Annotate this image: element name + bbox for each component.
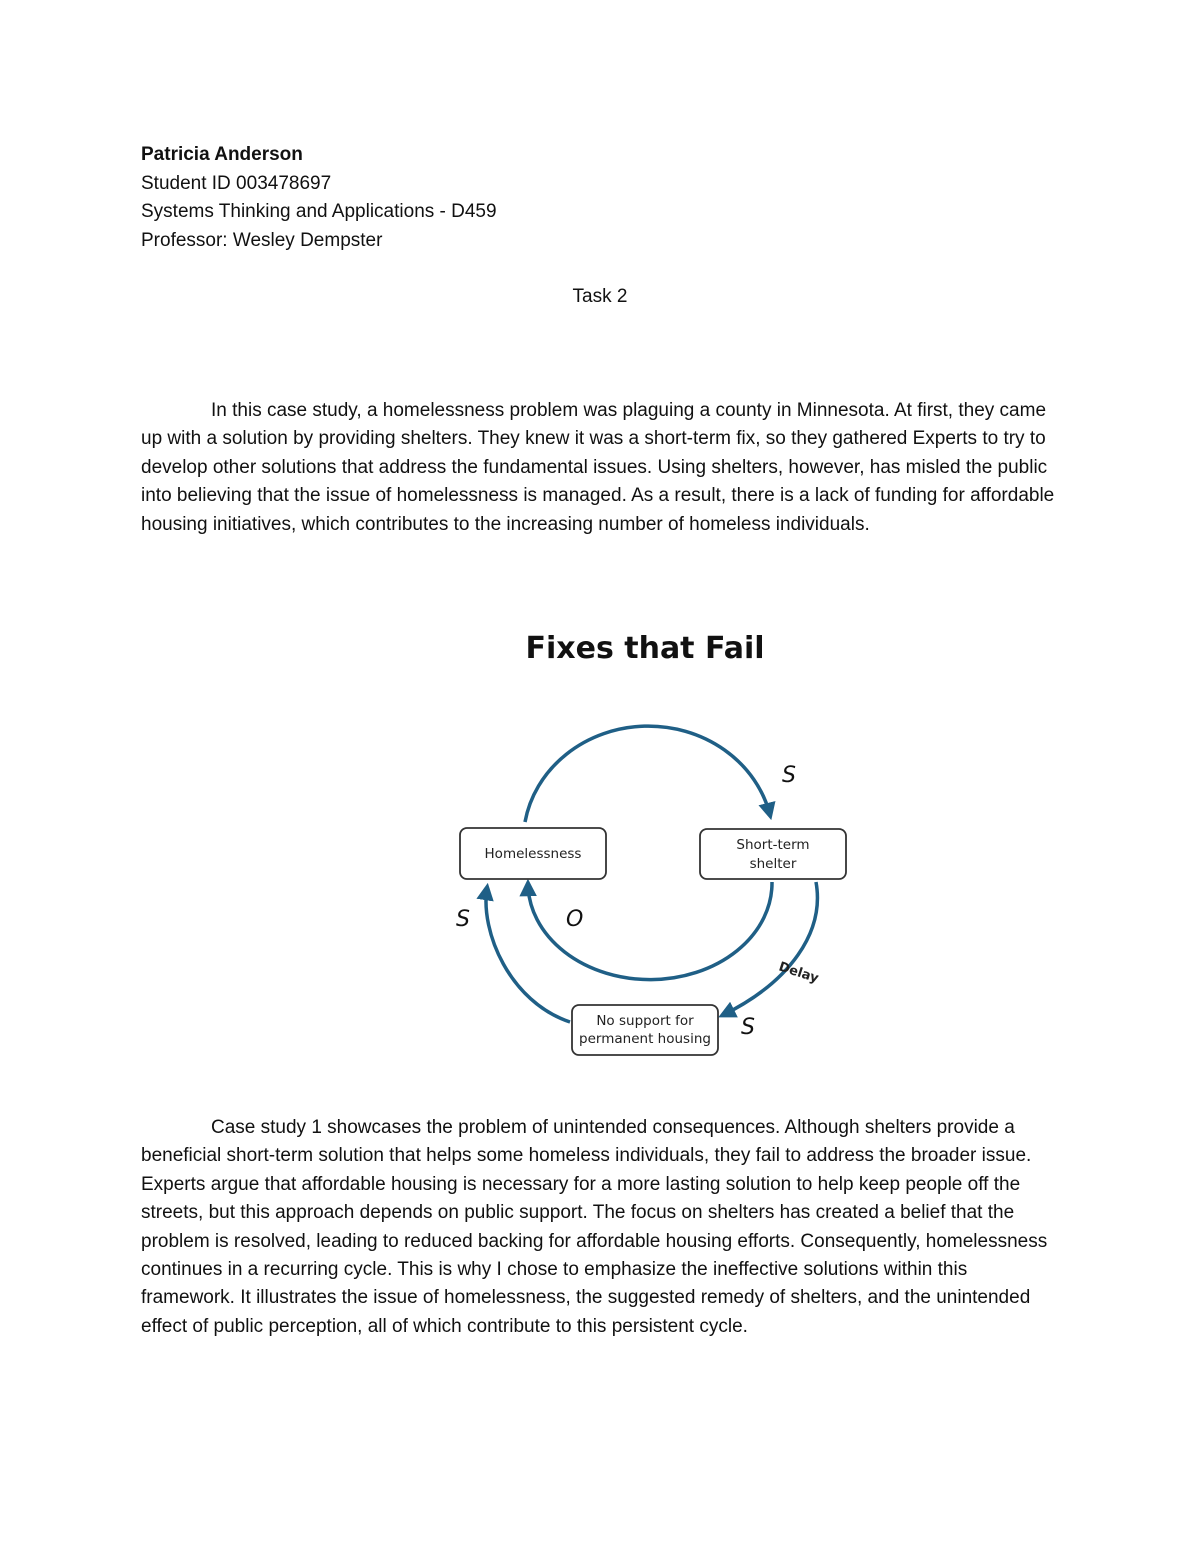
course-name: Systems Thinking and Applications - D459 [141,201,497,222]
node-nosupport-label-line2: permanent housing [579,1031,711,1047]
link-nosupport-to-homelessness [486,888,570,1022]
student-id: Student ID 003478697 [141,172,332,194]
link-polarity-bottom: S [741,1015,755,1040]
node-shelter-label-line2: shelter [749,856,797,872]
analysis-paragraph: Case study 1 showcases the problem of unintended consequences. Although shelters provide a beneficial short-term solution that helps some homeless individuals, they fail to address the broader issue. Experts argue that affordable housing is necessary for a more lasting solution to help keep people off the streets, but this approach depends on public support. The focus on shelters has created a belief that the problem is resolved, leading to reduced backing for affordable housing efforts. Consequently, homelessness continues in a recurring cycle. This is why I chose to emphasize the ineffective solutions within this framework. It illustrates the issue of homelessness, the suggested remedy of shelters, and the unintended effect of public perception, all of which contribute to this persistent cycle. [141,1117,1048,1337]
author-name: Patricia Anderson [141,144,303,165]
document-header [141,141,1061,255]
node-no-support-permanent-housing [572,1005,718,1055]
node-short-term-shelter [700,829,846,879]
intro-paragraph: In this case study, a homelessness problem was plaguing a county in Minnesota. At first, they came up with a solution by providing shelters. They knew it was a short-term fix, so they gathered Experts to try to develop other solutions that address the fundamental issues. Using shelters, however, has misled the public into believing that the issue of homelessness is managed. As a result, there is a lack of funding for affordable housing initiatives, which contributes to the increasing number of homeless individuals. [141,400,1055,535]
task-title: Task 2 [572,286,628,307]
link-polarity-top: S [782,763,796,788]
fixes-that-fail-diagram [420,612,880,1072]
node-nosupport-label-line1: No support for [596,1013,694,1029]
link-polarity-left: S [456,907,470,932]
node-shelter-label-line1: Short-term [736,837,810,853]
node-homelessness-label: Homelessness [484,846,582,862]
node-homelessness [460,828,606,879]
link-homelessness-to-shelter [525,726,770,822]
professor-name: Professor: Wesley Dempster [141,229,383,251]
link-polarity-inner: O [566,907,584,932]
delay-label: Delay [776,959,821,987]
link-shelter-to-homelessness [528,882,772,980]
diagram-title: Fixes that Fail [525,631,765,666]
